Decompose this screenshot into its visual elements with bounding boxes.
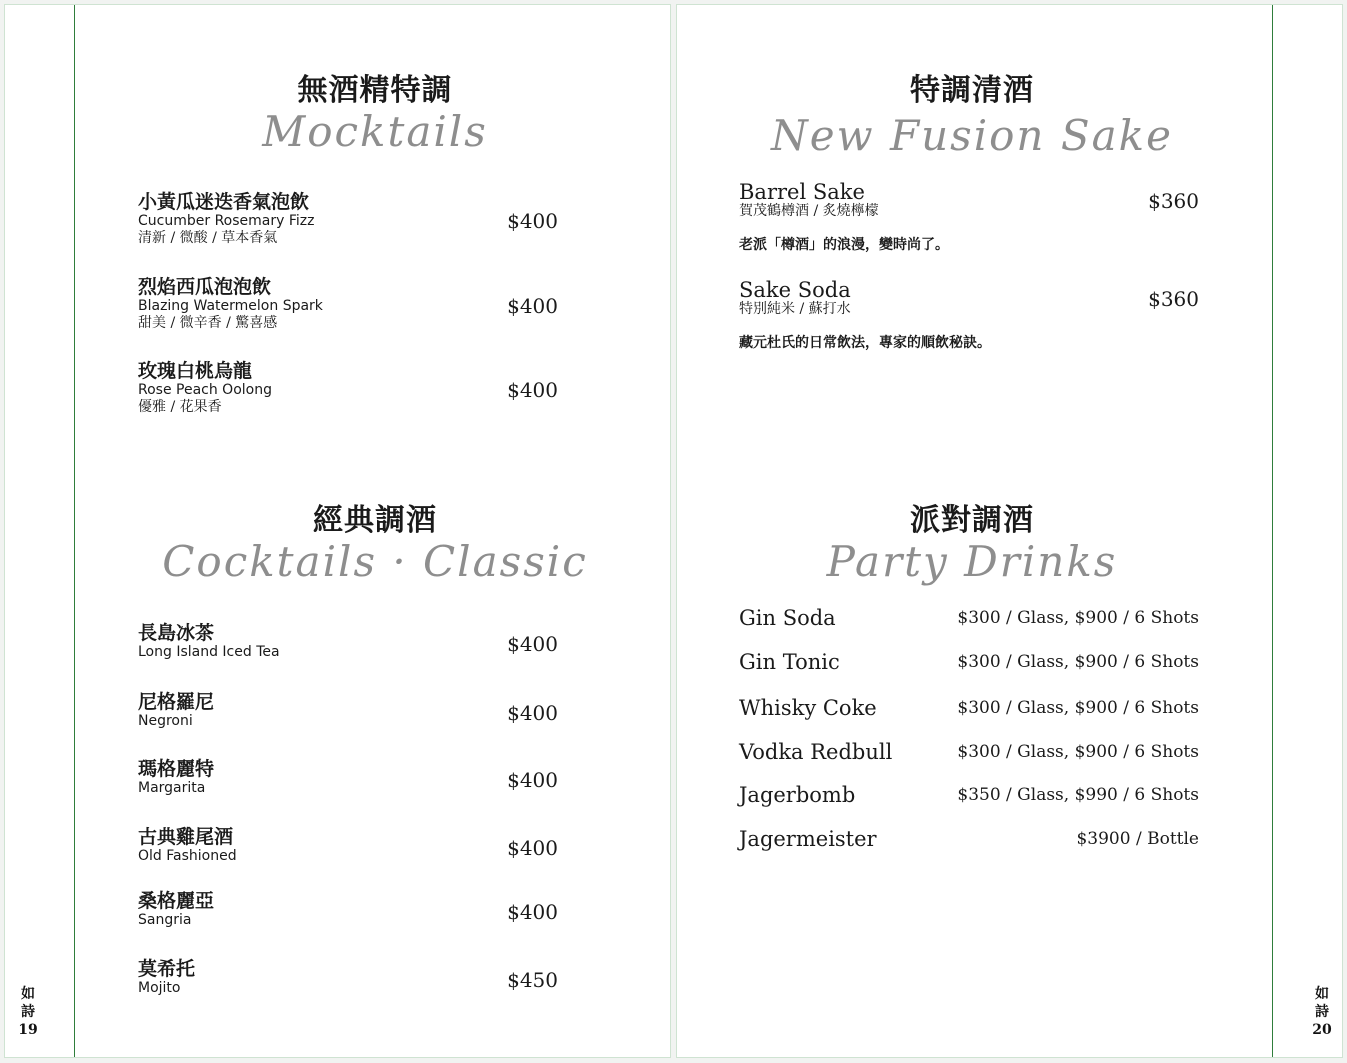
menu-item <box>138 958 568 997</box>
cocktails-script-title: Cocktails · Classic <box>162 537 588 586</box>
party-drink-price: $300 / Glass, $900 / 6 Shots <box>957 652 1199 672</box>
item-price: $400 <box>507 768 558 792</box>
menu-item <box>138 191 568 247</box>
item-price: $400 <box>507 378 558 402</box>
sake-note: 老派「樽酒」的浪漫，變時尚了。 <box>739 237 949 253</box>
page-number: 20 <box>1312 1022 1332 1038</box>
sake-item <box>739 181 1199 254</box>
item-name-zh: 莫希托 <box>138 958 196 980</box>
party-item <box>739 783 1199 811</box>
item-price: $450 <box>507 968 558 992</box>
sake-note: 藏元杜氏的日常飲法，專家的順飲秘訣。 <box>739 335 991 351</box>
menu-item <box>138 622 568 661</box>
sake-name: Barrel Sake <box>739 180 865 204</box>
menu-item <box>138 758 568 797</box>
item-name-en: Margarita <box>138 780 206 796</box>
item-price: $400 <box>507 836 558 860</box>
right-page <box>676 4 1343 1058</box>
item-name-zh: 瑪格麗特 <box>138 758 215 780</box>
item-description: 甜美 / 微辛香 / 驚喜感 <box>138 315 278 331</box>
party-title: 派對調酒 <box>910 503 1034 538</box>
item-description: 清新 / 微酸 / 草本香氣 <box>138 230 278 246</box>
item-price: $400 <box>507 294 558 318</box>
party-drink-price: $350 / Glass, $990 / 6 Shots <box>957 785 1199 805</box>
item-name-zh: 古典雞尾酒 <box>138 826 234 848</box>
party-drink-name: Gin Soda <box>739 606 836 630</box>
item-name-zh: 長島冰茶 <box>138 622 215 644</box>
menu-item <box>138 276 568 332</box>
party-drink-name: Whisky Coke <box>739 696 877 720</box>
sake-price: $360 <box>1148 287 1199 311</box>
folio-char: 詩 <box>1315 1004 1329 1020</box>
cocktails-title: 經典調酒 <box>313 503 437 538</box>
folio-char: 詩 <box>21 1004 35 1020</box>
item-description: 優雅 / 花果香 <box>138 399 222 415</box>
item-name-en: Negroni <box>138 713 193 729</box>
item-name-en: Old Fashioned <box>138 848 237 864</box>
page-number: 19 <box>18 1022 38 1038</box>
party-drink-name: Jagerbomb <box>739 783 856 807</box>
menu-item <box>138 691 568 730</box>
menu-item <box>138 826 568 865</box>
party-drink-name: Gin Tonic <box>739 650 840 674</box>
item-price: $400 <box>507 900 558 924</box>
item-price: $400 <box>507 632 558 656</box>
mocktails-script-title: Mocktails <box>262 107 488 156</box>
party-drink-price: $3900 / Bottle <box>1076 829 1199 849</box>
party-item <box>739 606 1199 634</box>
menu-item <box>138 890 568 929</box>
page-rule <box>1272 5 1273 1057</box>
page-rule <box>74 5 75 1057</box>
item-name-en: Blazing Watermelon Spark <box>138 298 323 314</box>
item-name-zh: 烈焰西瓜泡泡飲 <box>138 276 272 298</box>
sake-ingredients: 賀茂鶴樽酒 / 炙燒檸檬 <box>739 203 879 219</box>
party-drink-name: Vodka Redbull <box>739 740 893 764</box>
sake-title: 特調清酒 <box>910 73 1034 108</box>
party-script-title: Party Drinks <box>826 537 1118 586</box>
item-name-en: Mojito <box>138 980 181 996</box>
item-price: $400 <box>507 209 558 233</box>
item-name-en: Sangria <box>138 912 192 928</box>
folio-char: 如 <box>1315 986 1329 1002</box>
party-item <box>739 740 1199 768</box>
item-name-en: Rose Peach Oolong <box>138 382 272 398</box>
page-folio <box>1307 985 1337 1039</box>
party-drink-price: $300 / Glass, $900 / 6 Shots <box>957 698 1199 718</box>
sake-item <box>739 279 1199 352</box>
party-item <box>739 827 1199 855</box>
party-drink-name: Jagermeister <box>739 827 877 851</box>
page-folio <box>13 985 43 1039</box>
sake-name: Sake Soda <box>739 278 851 302</box>
mocktails-title: 無酒精特調 <box>297 73 453 108</box>
item-name-en: Cucumber Rosemary Fizz <box>138 213 315 229</box>
party-item <box>739 696 1199 724</box>
sake-script-title: New Fusion Sake <box>771 111 1173 160</box>
item-name-en: Long Island Iced Tea <box>138 644 280 660</box>
item-name-zh: 桑格麗亞 <box>138 890 215 912</box>
item-name-zh: 尼格羅尼 <box>138 691 215 713</box>
folio-char: 如 <box>21 986 35 1002</box>
item-name-zh: 小黃瓜迷迭香氣泡飲 <box>138 191 310 213</box>
item-price: $400 <box>507 701 558 725</box>
party-drink-price: $300 / Glass, $900 / 6 Shots <box>957 608 1199 628</box>
item-name-zh: 玫瑰白桃烏龍 <box>138 360 253 382</box>
party-item <box>739 650 1199 678</box>
menu-item <box>138 360 568 416</box>
sake-price: $360 <box>1148 189 1199 213</box>
party-drink-price: $300 / Glass, $900 / 6 Shots <box>957 742 1199 762</box>
sake-ingredients: 特別純米 / 蘇打水 <box>739 301 851 317</box>
left-page <box>4 4 671 1058</box>
